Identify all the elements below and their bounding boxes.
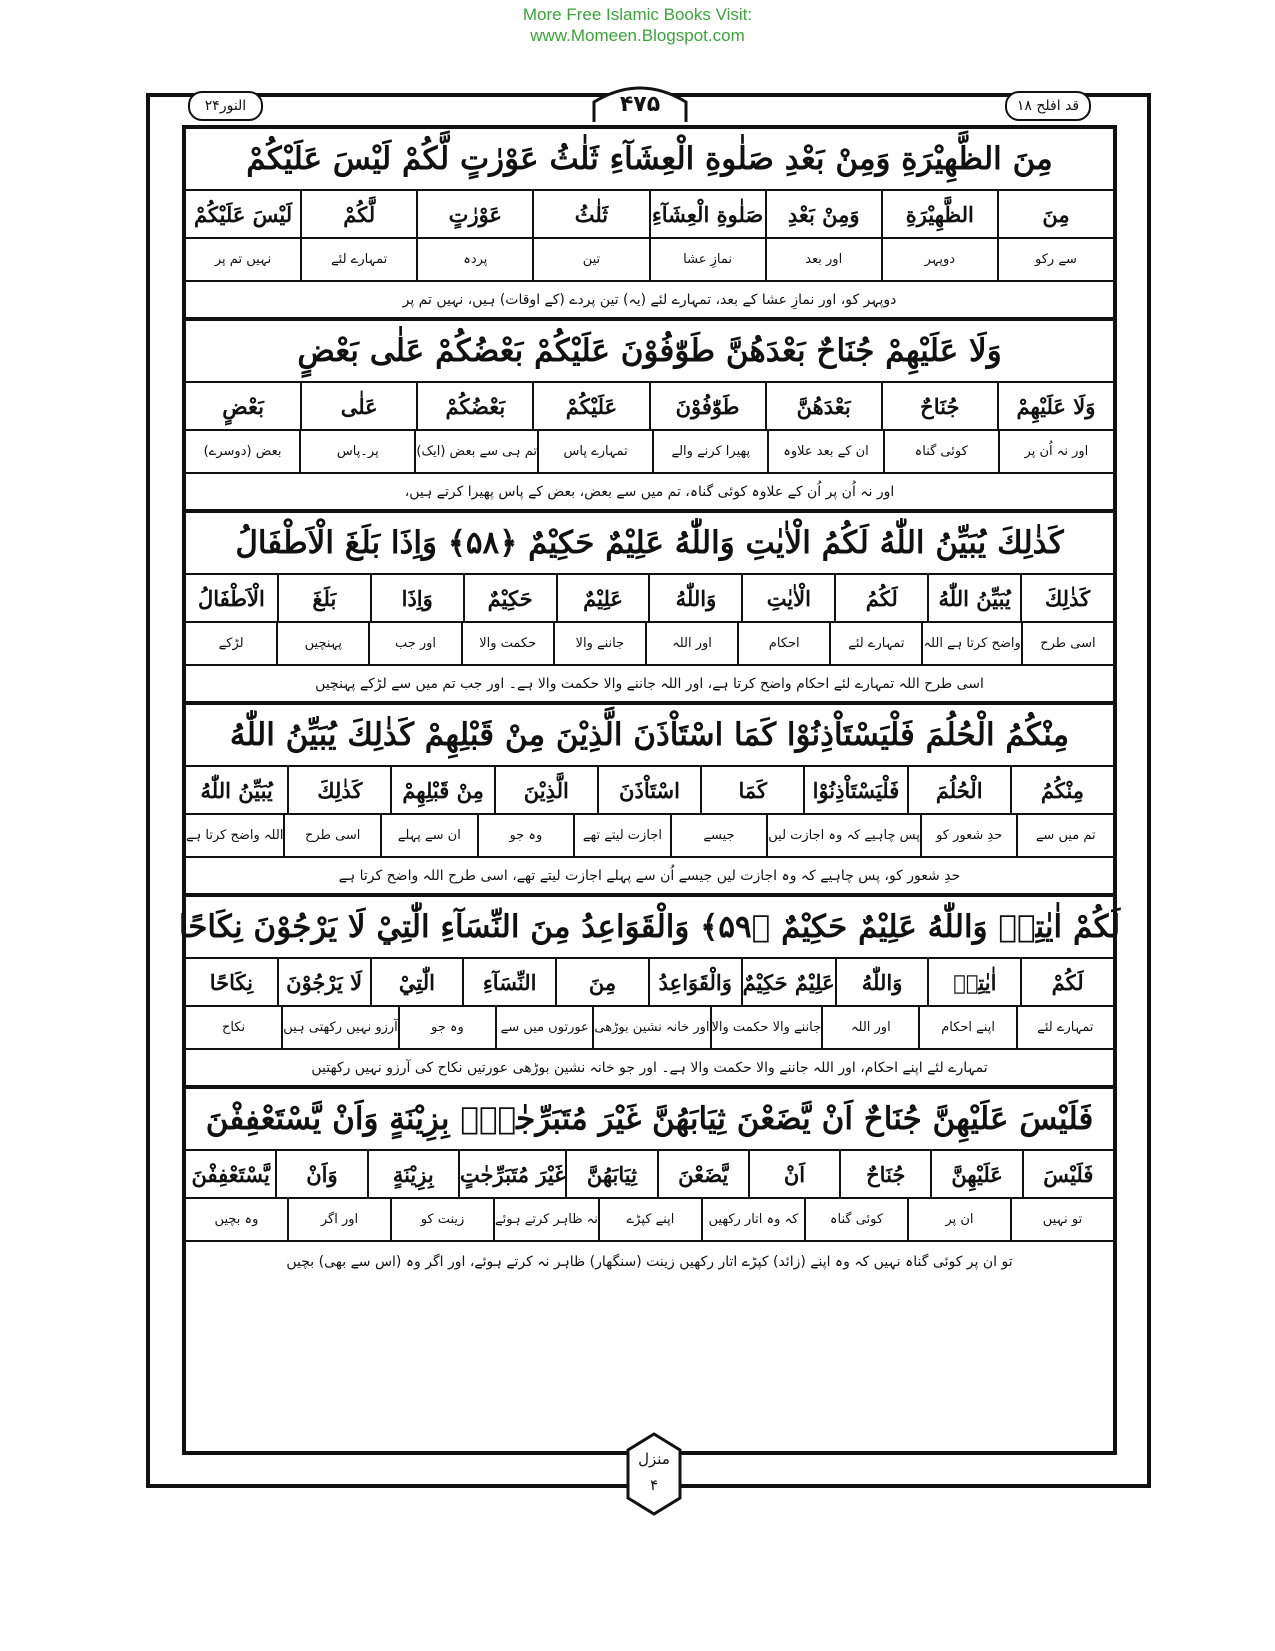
page-number-badge (590, 80, 690, 124)
translation-cell: کوئی گناہ (883, 431, 998, 472)
translation-cell: بعض (دوسرے) (203, 444, 282, 459)
translation-cell: پھیرا کرنے والے (652, 431, 767, 472)
word-cell: مِنَ (555, 959, 648, 1005)
word-cell: يُبَيِّنُ اللّٰهُ (200, 777, 273, 803)
translation-cell: ان سے پہلے (380, 815, 477, 856)
promo-link[interactable]: www.Momeen.Blogspot.com (530, 26, 745, 45)
word-cell: فَلْيَسْتَاْذِنُوْا (803, 767, 906, 813)
translation-cell: تمہارے لئے (829, 623, 921, 664)
translation-cell: اور اگر (287, 1199, 390, 1240)
word-cell: لَّكُمْ (300, 191, 416, 237)
full-translation-line: تمہارے لئے اپنے احکام، اور اللہ جاننے والا حکمت والا ہے۔ اور جو خانہ نشین بوڑھی عورتیں نکاح کی آرزو نہیں رکھتیں (186, 1050, 1113, 1089)
word-cell: الْاٰيٰتِ (741, 575, 834, 621)
word-cell: وَاَنْ (275, 1151, 366, 1197)
word-cell: نِكَاحًا (209, 969, 253, 995)
word-cell: عَلِيْمٌ (556, 575, 649, 621)
word-cell: وَمِنْ بَعْدِ (765, 191, 881, 237)
translation-cell: اسی طرح (283, 815, 380, 856)
word-cell: كَذٰلِكَ (1020, 575, 1113, 621)
word-row (186, 1151, 1113, 1199)
word-translation-row (186, 623, 1113, 666)
translation-cell: جاننے والا (553, 623, 645, 664)
word-cell: اسْتَاْذَنَ (597, 767, 700, 813)
word-cell: الْحُلُمَ (907, 767, 1010, 813)
word-row (186, 191, 1113, 239)
word-cell: لَكُمُ (834, 575, 927, 621)
translation-cell: اور خانہ نشین بوڑھی (592, 1007, 709, 1048)
manzil-number: ۴ (649, 1476, 659, 1494)
translation-cell: اسی طرح (1021, 623, 1113, 664)
arabic-verse-line: لَكُمْ اٰيٰتِهٖ وَاللّٰهُ عَلِيْمٌ حَكِيْمٌ ﴿۵۹﴾ وَالْقَوَاعِدُ مِنَ النِّسَآءِ الّٰتِيْ لَا يَرْجُوْنَ نِكَاحًا (186, 897, 1113, 959)
translation-cell: اللہ واضح کرتا ہے (186, 828, 284, 843)
translation-cell: وہ جو (398, 1007, 495, 1048)
word-cell: مِنْ قَبْلِهِمْ (390, 767, 493, 813)
translation-cell: حکمت والا (461, 623, 553, 664)
word-cell: فَلَيْسَ (1022, 1151, 1113, 1197)
word-cell: بِزِيْنَةٍ (367, 1151, 458, 1197)
word-cell: يُبَيِّنُ اللّٰهُ (927, 575, 1020, 621)
arabic-verse-line: مِنْكُمُ الْحُلُمَ فَلْيَسْتَاْذِنُوْا كَمَا اسْتَاْذَنَ الَّذِيْنَ مِنْ قَبْلِهِمْ كَذٰلِكَ يُبَيِّنُ اللّٰهُ (186, 705, 1113, 767)
word-cell: مِنْكُمُ (1010, 767, 1113, 813)
full-translation-line: حدِ شعور کو، پس چاہیے کہ وہ اجازت لیں جیسے اُن سے پہلے اجازت لیتے تھے، اسی طرح اللہ واضح کرتا ہے (186, 858, 1113, 897)
word-cell: بَعْضٍ (222, 393, 264, 419)
word-cell: اَنْ (748, 1151, 839, 1197)
word-cell: وَاللّٰهُ (648, 575, 741, 621)
word-cell: يَّسْتَعْفِفْنَ (191, 1161, 270, 1187)
translation-cell: آرزو نہیں رکھتی ہیں (281, 1007, 398, 1048)
translation-cell: جاننے والا حکمت والا (710, 1007, 822, 1048)
word-cell: بَعْضُكُمْ (416, 383, 532, 429)
full-translation-line: اور نہ اُن پر اُن کے علاوہ کوئی گناہ، تم میں سے بعض، بعض کے پاس پھیرا کرتے ہیں، (186, 474, 1113, 513)
word-cell: النِّسَآءِ (462, 959, 555, 1005)
translation-cell: اپنے کپڑے (598, 1199, 701, 1240)
translation-cell: ان پر (907, 1199, 1010, 1240)
translation-cell: اور نہ اُن پر (998, 431, 1113, 472)
translation-cell: پردہ (416, 239, 532, 280)
translation-cell: حدِ شعور کو (920, 815, 1017, 856)
translation-cell: نہیں تم پر (214, 252, 272, 267)
word-translation-row (186, 1007, 1113, 1050)
translation-cell: تمہارے لئے (300, 239, 416, 280)
word-cell: كَذٰلِكَ (287, 767, 390, 813)
word-cell: جُنَاحٌ (881, 383, 997, 429)
translation-cell: اپنے احکام (918, 1007, 1015, 1048)
translation-cell: تمہارے لئے (1016, 1007, 1113, 1048)
verse-section (186, 321, 1113, 513)
translation-cell: تم ہی سے بعض (ایک) (414, 431, 537, 472)
translation-cell: واضح کرتا ہے اللہ (921, 623, 1020, 664)
translation-cell: پہنچیں (276, 623, 368, 664)
arabic-verse-line: فَلَيْسَ عَلَيْهِنَّ جُنَاحٌ اَنْ يَّضَعْنَ ثِيَابَهُنَّ غَيْرَ مُتَبَرِّجٰتٍۢ بِزِيْنَةٍ وَاَنْ يَّسْتَعْفِفْنَ (186, 1089, 1113, 1151)
word-cell: صَلٰوةِ الْعِشَآءِ (649, 191, 765, 237)
verse-section (186, 129, 1113, 321)
arabic-verse-line: مِنَ الظَّهِيْرَةِ وَمِنْ بَعْدِ صَلٰوةِ الْعِشَآءِ ثَلٰثُ عَوْرٰتٍ لَّكُمْ لَيْسَ عَلَيْكُمْ (186, 129, 1113, 191)
word-cell: عَلَيْهِنَّ (930, 1151, 1021, 1197)
verse-section (178, 897, 1121, 1089)
word-row (186, 959, 1113, 1007)
page-number: ۴۷۵ (619, 92, 661, 117)
verse-section (186, 513, 1113, 705)
translation-cell: عورتوں میں سے (495, 1007, 592, 1048)
full-translation-line: دوپہر کو، اور نمازِ عشا کے بعد، تمہارے لئے (یہ) تین پردے (کے اوقات) ہیں، نہیں تم پر (186, 282, 1113, 321)
word-cell: لَا يَرْجُوْنَ (277, 959, 370, 1005)
word-cell: مِنَ (997, 191, 1113, 237)
translation-cell: پر۔پاس (299, 431, 414, 472)
full-translation-line: اسی طرح اللہ تمہارے لئے احکام واضح کرتا ہے، اور اللہ جاننے والا حکمت والا ہے۔ اور جب تم میں سے لڑکے پہنچیں (186, 666, 1113, 705)
word-translation-row (186, 1199, 1113, 1242)
translation-cell: نکاح (222, 1020, 246, 1035)
word-cell: وَالْقَوَاعِدُ (648, 959, 741, 1005)
manzil-frame (625, 1432, 683, 1516)
word-cell: كَمَا (700, 767, 803, 813)
word-cell: عَلَيْكُمْ (532, 383, 648, 429)
word-row (186, 575, 1113, 623)
word-cell: يَّضَعْنَ (657, 1151, 748, 1197)
translation-cell: لڑکے (218, 636, 244, 651)
word-translation-row (186, 239, 1113, 282)
arabic-verse-line: وَلَا عَلَيْهِمْ جُنَاحٌ بَعْدَهُنَّ طَوّٰفُوْنَ عَلَيْكُمْ بَعْضُكُمْ عَلٰى بَعْضٍ (186, 321, 1113, 383)
word-cell: الْاَطْفَالُ (197, 585, 265, 611)
word-cell: وَلَا عَلَيْهِمْ (997, 383, 1113, 429)
promo-line-1: More Free Islamic Books Visit: (522, 5, 753, 24)
manzil-label: منزل (638, 1450, 670, 1468)
word-cell: حَكِيْمٌ (463, 575, 556, 621)
full-translation-line: تو ان پر کوئی گناہ نہیں کہ وہ اپنے (زائد) کپڑے اتار رکھیں زینت (سنگھار) ظاہر نہ کرتے ہوئے، اور اگر وہ (اس سے بھی) بچیں (286, 1253, 1013, 1270)
arabic-verse-line: كَذٰلِكَ يُبَيِّنُ اللّٰهُ لَكُمُ الْاٰيٰتِ وَاللّٰهُ عَلِيْمٌ حَكِيْمٌ ﴿۵۸﴾ وَاِذَا بَلَغَ الْاَطْفَالُ (186, 513, 1113, 575)
translation-cell: دوپہر (881, 239, 997, 280)
word-translation-row (186, 815, 1113, 858)
word-cell: وَاِذَا (370, 575, 463, 621)
translation-cell: کہ وہ اتار رکھیں (701, 1199, 804, 1240)
word-cell: اٰيٰتِهٖ (927, 959, 1020, 1005)
para-label: قد افلح ۱۸ (1005, 91, 1091, 121)
word-translation-row (186, 431, 1113, 474)
translation-cell: اور جب (368, 623, 460, 664)
translation-cell: احکام (737, 623, 829, 664)
translation-cell: نہ ظاہر کرتے ہوئے (493, 1199, 598, 1240)
translation-cell: اجازت لیتے تھے (573, 815, 670, 856)
translation-cell: اور بعد (765, 239, 881, 280)
word-cell: عَلٰى (300, 383, 416, 429)
word-cell: بَلَغَ (277, 575, 370, 621)
promo-banner[interactable] (0, 4, 1275, 46)
translation-cell: پس چاہیے کہ وہ اجازت لیں (766, 815, 920, 856)
content-frame (178, 125, 1121, 1455)
translation-cell: اور اللہ (645, 623, 737, 664)
translation-cell: وہ بچیں (214, 1212, 259, 1227)
translation-cell: ان کے بعد علاوہ (767, 431, 882, 472)
translation-cell: کوئی گناہ (804, 1199, 907, 1240)
translation-cell: تین (532, 239, 648, 280)
word-cell: الّٰتِيْ (370, 959, 463, 1005)
word-row (186, 767, 1113, 815)
translation-cell: جیسے (670, 815, 767, 856)
word-cell: ثَلٰثُ (532, 191, 648, 237)
word-cell: عَلِيْمٌ حَكِيْمٌ (741, 959, 835, 1005)
translation-cell: تم میں سے (1016, 815, 1113, 856)
translation-cell: تمہارے پاس (537, 431, 652, 472)
translation-cell: سے رکو (997, 239, 1113, 280)
translation-cell: زینت کو (390, 1199, 493, 1240)
verse-section (186, 705, 1113, 897)
verse-section (186, 1089, 1113, 1281)
word-cell: ثِيَابَهُنَّ (565, 1151, 656, 1197)
word-cell: الظَّهِيْرَةِ (881, 191, 997, 237)
word-cell: وَاللّٰهُ (835, 959, 928, 1005)
word-cell: طَوّٰفُوْنَ (649, 383, 765, 429)
word-cell: عَوْرٰتٍ (416, 191, 532, 237)
translation-cell: نمازِ عشا (649, 239, 765, 280)
word-cell: لَكُمْ (1020, 959, 1113, 1005)
word-cell: بَعْدَهُنَّ (765, 383, 881, 429)
word-cell: الَّذِيْنَ (494, 767, 597, 813)
manzil-marker (625, 1432, 683, 1516)
translation-cell: تو نہیں (1010, 1199, 1113, 1240)
surah-label: النور۲۴ (188, 91, 263, 121)
word-cell: غَيْرَ مُتَبَرِّجٰتٍ (458, 1151, 565, 1197)
translation-cell: وہ جو (477, 815, 574, 856)
translation-cell: اور اللہ (821, 1007, 918, 1048)
word-cell: لَيْسَ عَلَيْكُمْ (193, 201, 293, 227)
word-cell: جُنَاحٌ (839, 1151, 930, 1197)
word-row (186, 383, 1113, 431)
